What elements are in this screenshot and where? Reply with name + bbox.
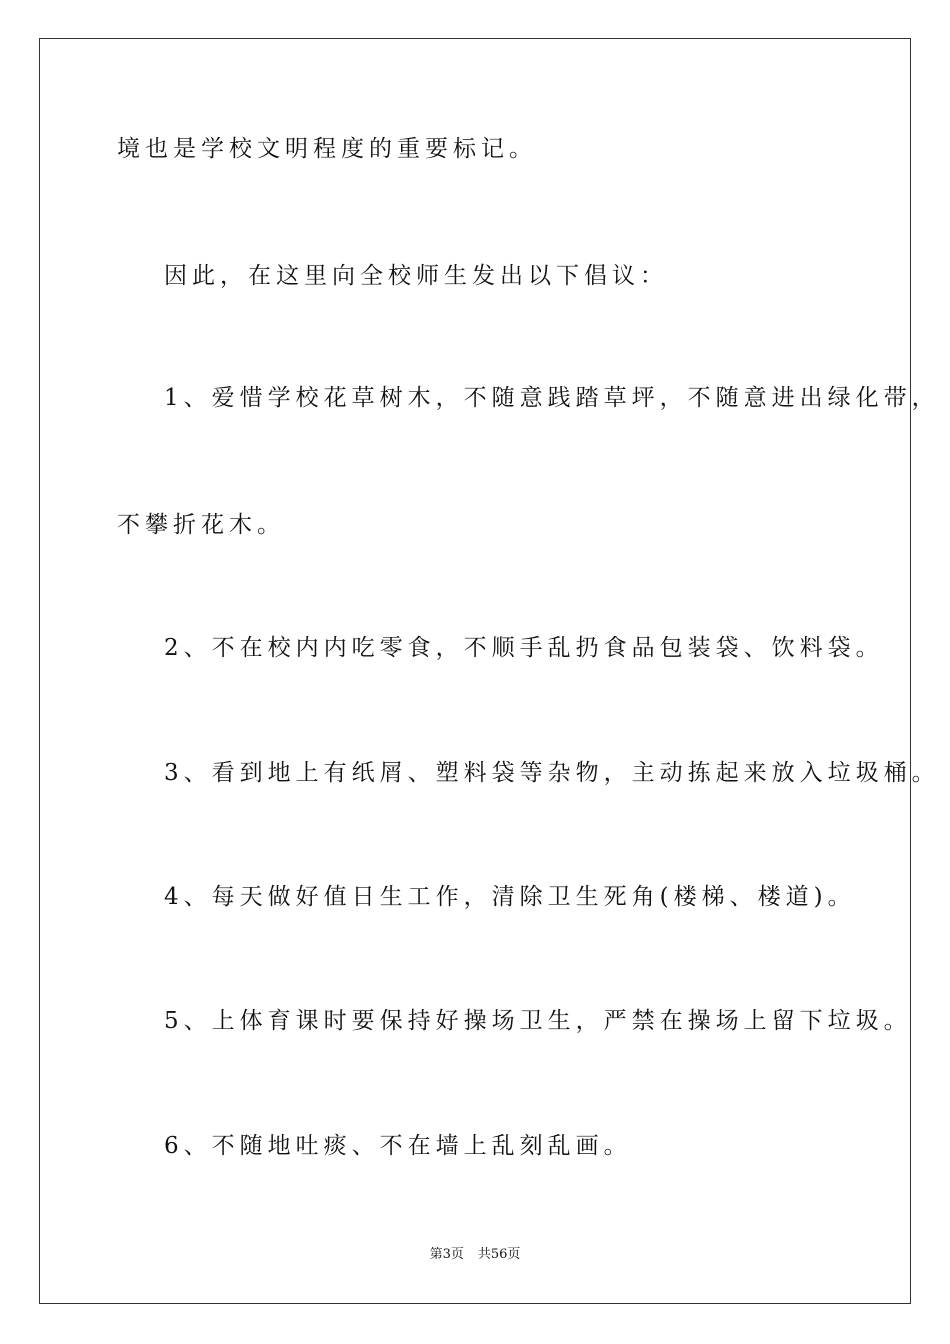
- page-total: 共56页: [477, 1247, 521, 1262]
- list-item-continuation: 不攀折花木。: [117, 512, 285, 538]
- list-item: 3、看到地上有纸屑、塑料袋等杂物，主动拣起来放入垃圾桶。: [164, 760, 940, 786]
- list-item: 4、每天做好值日生工作，清除卫生死角(楼梯、楼道)。: [164, 884, 856, 910]
- list-item: 2、不在校内内吃零食，不顺手乱扔食品包装袋、饮料袋。: [164, 635, 884, 661]
- page-border: [39, 38, 911, 1304]
- page-number: 第3页: [429, 1247, 464, 1262]
- paragraph-line: 境也是学校文明程度的重要标记。: [117, 136, 537, 162]
- list-item: 6、不随地吐痰、不在墙上乱刻乱画。: [164, 1133, 632, 1159]
- list-item: 1、爱惜学校花草树木，不随意践踏草坪，不随意进出绿化带，: [164, 385, 940, 411]
- paragraph-line: 因此，在这里向全校师生发出以下倡议：: [164, 263, 668, 289]
- page-footer: [0, 1246, 950, 1264]
- list-item: 5、上体育课时要保持好操场卫生，严禁在操场上留下垃圾。: [164, 1008, 912, 1034]
